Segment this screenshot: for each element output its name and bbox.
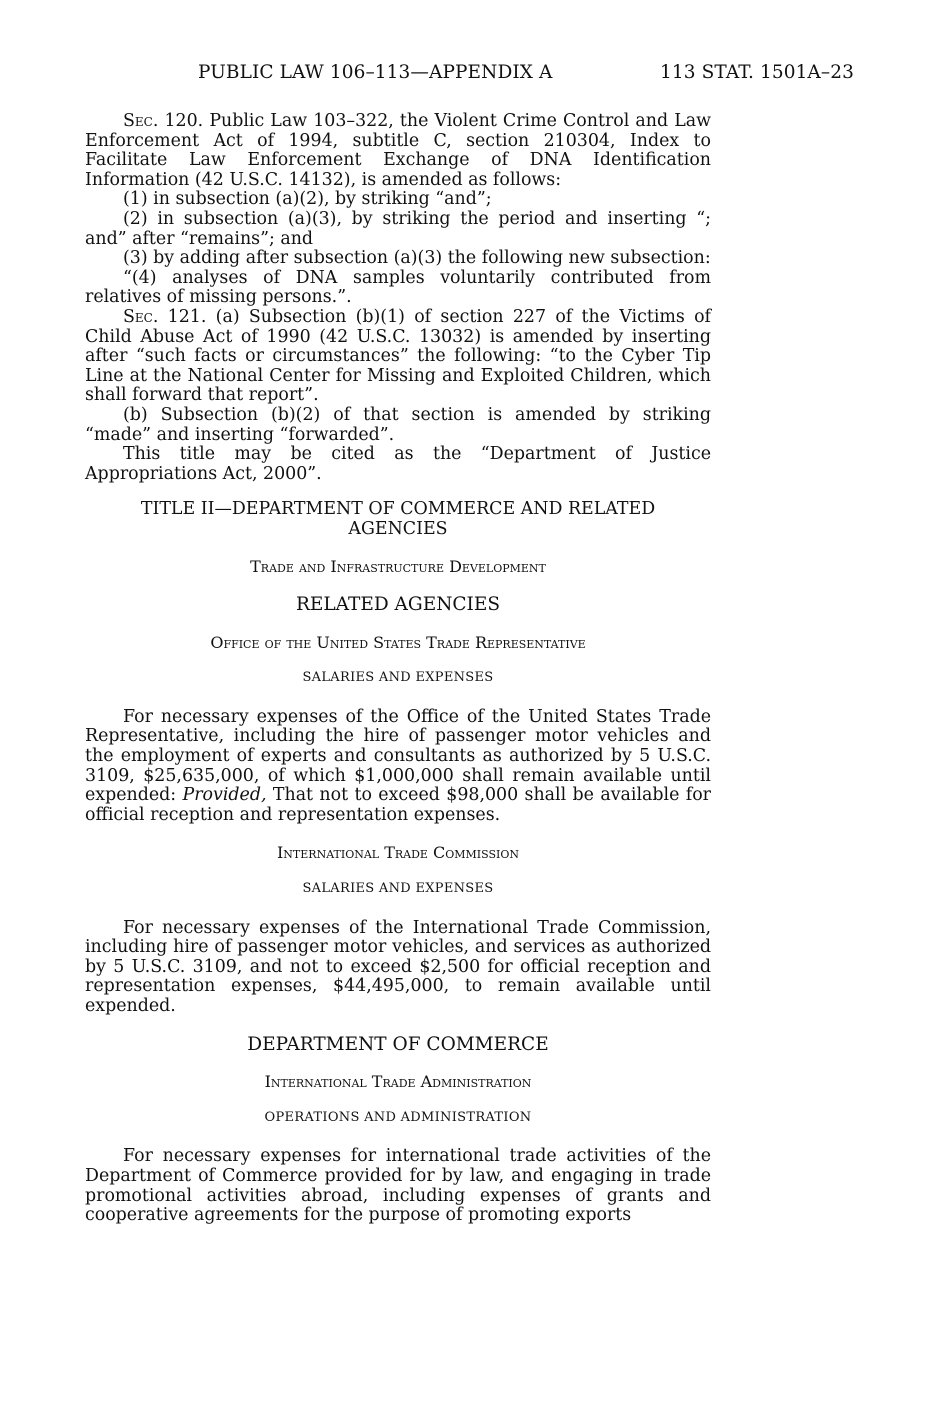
section-120-item-2: (2) in subsection (a)(3), by striking the period and inserting “; and” after “remains”; and <box>85 208 711 249</box>
header-law-title: PUBLIC LAW 106–113—APPENDIX A <box>198 62 553 83</box>
section-121-label: Sec. 121. <box>123 306 207 327</box>
section-121-a <box>85 308 711 406</box>
ustr-heading: Office of the United States Trade Representative <box>210 632 586 652</box>
ustr-text-before: For necessary expenses of the Office of the United States Trade Representative, including the hire of passenger motor vehicles and the employment of experts and consultants as authorized by 5 U.S.C. 3109, $25,635,000, of which $1,000,000 shall remain available until expended: <box>85 706 711 806</box>
related-agencies-heading: RELATED AGENCIES <box>295 594 501 616</box>
trade-infrastructure-heading: Trade and Infrastructure Development <box>250 557 546 577</box>
page-header <box>198 62 854 83</box>
page-body <box>85 112 711 1226</box>
section-120 <box>85 112 711 190</box>
section-120-item-1: (1) in subsection (a)(2), by striking “and”; <box>123 189 492 210</box>
ustr-subheading: SALARIES AND EXPENSES <box>302 670 494 686</box>
section-120-quote: “(4) analyses of DNA samples voluntarily contributed from relatives of missing persons.”. <box>85 267 711 308</box>
itc-heading: International Trade Commission <box>276 843 520 863</box>
itc-paragraph: For necessary expenses of the International Trade Commission, including hire of passenger motor vehicles, and services as authorized by 5 U.S.C. 3109, and not to exceed $2,500 for official reception and representation expenses, $44,495,000, to remain available until expended. <box>85 917 711 1016</box>
title-ii-heading: TITLE II—DEPARTMENT OF COMMERCE AND RELATED AGENCIES <box>140 499 656 539</box>
ustr-text-after: That not to exceed $98,000 shall be available for official reception and representation expenses. <box>85 785 711 825</box>
department-of-commerce-heading: DEPARTMENT OF COMMERCE <box>247 1033 549 1055</box>
section-120-label: Sec. 120. <box>123 111 204 131</box>
provided-term: Provided, <box>182 785 267 806</box>
ustr-paragraph <box>85 708 711 826</box>
section-120-text: Public Law 103–322, the Violent Crime Control and Law Enforcement Act of 1994, subtitle C, section 210304, Index to Facilitate Law Enforcement Exchange of DNA Identification Information (42 U.S.C. 14132), is amended as follows: <box>85 111 711 190</box>
section-120-item-3: (3) by adding after subsection (a)(3) the following new subsection: <box>123 248 711 269</box>
short-title-citation: This title may be cited as the “Department of Justice Appropriations Act, 2000”. <box>85 444 711 484</box>
itc-subheading: SALARIES AND EXPENSES <box>302 881 494 896</box>
header-page-number: 113 STAT. 1501A–23 <box>660 62 854 83</box>
ita-heading: International Trade Administration <box>264 1072 532 1092</box>
section-121-b: (b) Subsection (b)(2) of that section is amended by striking “made” and inserting “forwarded”. <box>85 404 711 445</box>
ita-subheading: OPERATIONS AND ADMINISTRATION <box>264 1109 532 1125</box>
ita-paragraph: For necessary expenses for international trade activities of the Department of Commerce provided for by law, and engaging in trade promotional activities abroad, including expenses of grants and cooperative agreements for the purpose of promoting exports <box>85 1146 711 1226</box>
section-121-a-text: (a) Subsection (b)(1) of section 227 of the Victims of Child Abuse Act of 1990 (42 U.S.C. 13032) is amended by inserting after “such facts or circumstances” the following: “to the Cyber Tip Line at the National Center for Missing and Exploited Children, which shall forward that report”. <box>85 306 711 406</box>
